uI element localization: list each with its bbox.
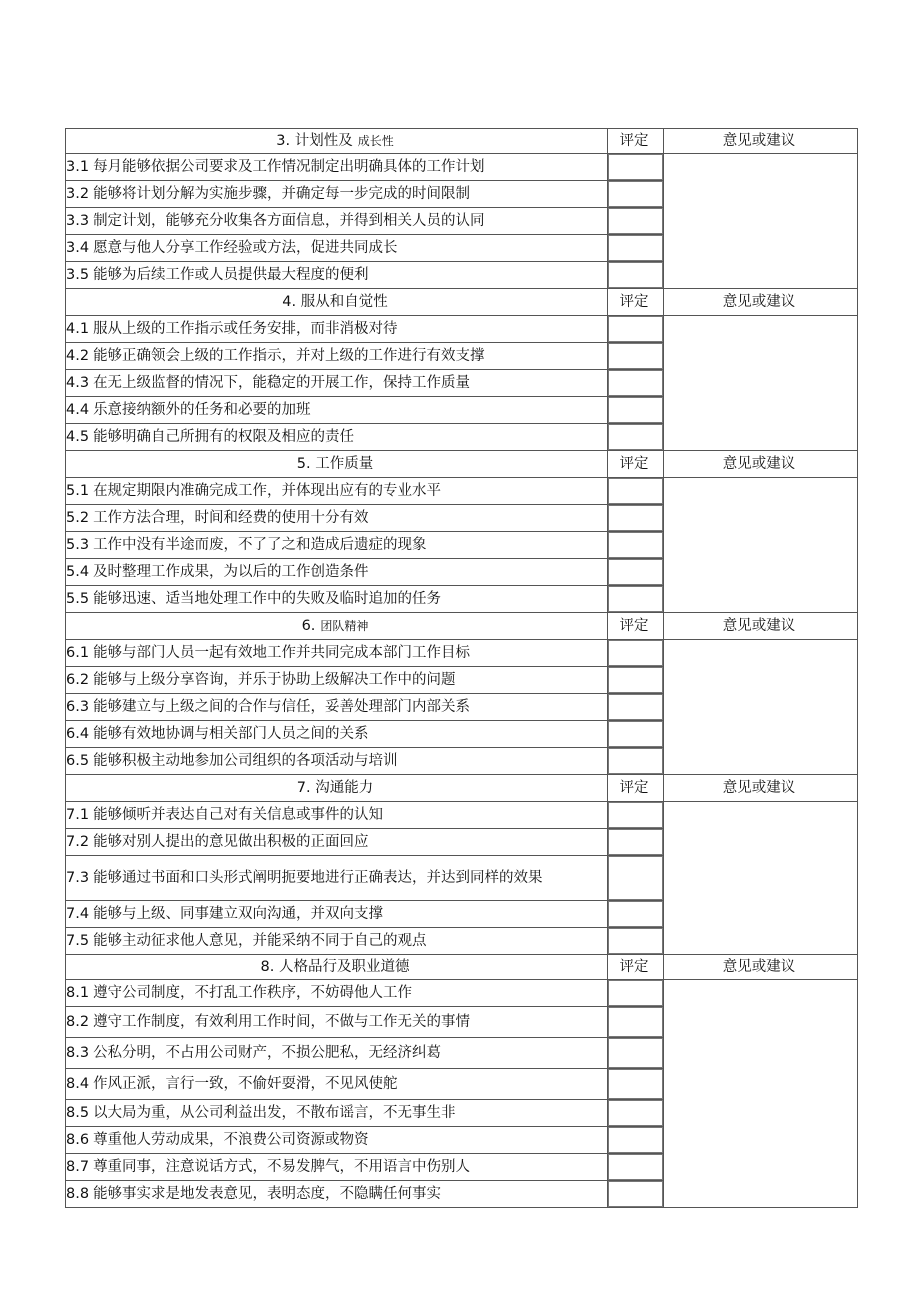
criteria-cell: [66, 235, 608, 262]
comment-column-header: 意见或建议: [664, 451, 858, 478]
criteria-number: 8.2: [66, 1013, 90, 1030]
rating-input-cell[interactable]: [608, 748, 664, 775]
criteria-text: 及时整理工作成果，为以后的工作创造条件: [93, 563, 369, 580]
criteria-cell: [66, 1038, 608, 1069]
comment-column-header: 意见或建议: [664, 129, 858, 154]
criteria-number: 8.6: [66, 1131, 90, 1148]
rating-input-cell[interactable]: [608, 667, 664, 694]
criteria-row: [66, 478, 858, 505]
criteria-text: 服从上级的工作指示或任务安排，而非消极对待: [93, 320, 398, 337]
section-header-row: [66, 451, 858, 478]
criteria-text: 能够明确自己所拥有的权限及相应的责任: [93, 428, 355, 445]
criteria-text: 以大局为重，从公司利益出发，不散布谣言，不无事生非: [93, 1104, 456, 1121]
criteria-number: 7.4: [66, 905, 90, 922]
criteria-cell: [66, 1154, 608, 1181]
comment-input-cell[interactable]: [664, 154, 858, 289]
criteria-text: 能够建立与上级之间的合作与信任，妥善处理部门内部关系: [93, 698, 471, 715]
criteria-cell: [66, 316, 608, 343]
criteria-text: 能够积极主动地参加公司组织的各项活动与培训: [93, 752, 398, 769]
criteria-number: 4.5: [66, 428, 90, 445]
criteria-cell: [66, 1069, 608, 1100]
criteria-cell: [66, 748, 608, 775]
criteria-cell: [66, 478, 608, 505]
rating-input-cell[interactable]: [608, 343, 664, 370]
criteria-cell: [66, 424, 608, 451]
section-title-main: 3. 计划性及: [276, 132, 353, 149]
rating-input-cell[interactable]: [608, 532, 664, 559]
section-title-main: 6.: [301, 617, 316, 634]
evaluation-table: [65, 128, 858, 1208]
rating-input-cell[interactable]: [608, 1181, 664, 1208]
rating-input-cell[interactable]: [608, 694, 664, 721]
criteria-text: 遵守工作制度，有效利用工作时间，不做与工作无关的事情: [93, 1013, 471, 1030]
criteria-number: 5.4: [66, 563, 90, 580]
rating-input-cell[interactable]: [608, 208, 664, 235]
section-title-main: 4. 服从和自觉性: [282, 293, 388, 310]
criteria-number: 8.1: [66, 984, 90, 1001]
section-title: [66, 613, 608, 640]
criteria-text: 每月能够依据公司要求及工作情况制定出明确具体的工作计划: [93, 158, 485, 175]
rating-input-cell[interactable]: [608, 154, 664, 181]
criteria-cell: [66, 640, 608, 667]
criteria-cell: [66, 901, 608, 928]
criteria-text: 乐意接纳额外的任务和必要的加班: [93, 401, 311, 418]
section-header-row: [66, 613, 858, 640]
criteria-number: 7.2: [66, 833, 90, 850]
criteria-cell: [66, 343, 608, 370]
criteria-number: 7.5: [66, 932, 90, 949]
criteria-text: 能够将计划分解为实施步骤，并确定每一步完成的时间限制: [93, 185, 471, 202]
criteria-row: [66, 154, 858, 181]
section-title-main: 5. 工作质量: [296, 455, 374, 472]
criteria-number: 4.3: [66, 374, 90, 391]
criteria-cell: [66, 1127, 608, 1154]
section-title-main: 7. 沟通能力: [296, 779, 374, 796]
criteria-row: [66, 640, 858, 667]
rating-input-cell[interactable]: [608, 1069, 664, 1100]
criteria-number: 4.1: [66, 320, 90, 337]
rating-column-header: 评定: [608, 955, 664, 980]
rating-input-cell[interactable]: [608, 478, 664, 505]
criteria-number: 6.5: [66, 752, 90, 769]
section-header-row: [66, 955, 858, 980]
criteria-cell: [66, 829, 608, 856]
criteria-number: 7.1: [66, 806, 90, 823]
rating-input-cell[interactable]: [608, 586, 664, 613]
rating-input-cell[interactable]: [608, 640, 664, 667]
criteria-text: 尊重他人劳动成果，不浪费公司资源或物资: [93, 1131, 369, 1148]
criteria-cell: [66, 559, 608, 586]
criteria-cell: [66, 505, 608, 532]
criteria-text: 能够与部门人员一起有效地工作并共同完成本部门工作目标: [93, 644, 471, 661]
criteria-cell: [66, 721, 608, 748]
criteria-cell: [66, 586, 608, 613]
comment-column-header: 意见或建议: [664, 613, 858, 640]
comment-input-cell[interactable]: [664, 980, 858, 1208]
criteria-row: [66, 316, 858, 343]
rating-input-cell[interactable]: [608, 856, 664, 901]
criteria-text: 能够对别人提出的意见做出积极的正面回应: [93, 833, 369, 850]
criteria-cell: [66, 1007, 608, 1038]
rating-input-cell[interactable]: [608, 181, 664, 208]
rating-input-cell[interactable]: [608, 928, 664, 955]
criteria-cell: [66, 262, 608, 289]
criteria-number: 8.7: [66, 1158, 90, 1175]
criteria-number: 3.1: [66, 158, 90, 175]
comment-input-cell[interactable]: [664, 802, 858, 955]
rating-input-cell[interactable]: [608, 1154, 664, 1181]
rating-input-cell[interactable]: [608, 370, 664, 397]
criteria-text: 能够与上级、同事建立双向沟通，并双向支撑: [93, 905, 384, 922]
criteria-cell: [66, 370, 608, 397]
criteria-number: 3.4: [66, 239, 90, 256]
criteria-number: 3.5: [66, 266, 90, 283]
criteria-number: 8.4: [66, 1075, 90, 1092]
rating-column-header: 评定: [608, 129, 664, 154]
criteria-cell: [66, 980, 608, 1007]
criteria-text: 作风正派，言行一致，不偷奸耍滑，不见风使舵: [93, 1075, 398, 1092]
section-title: [66, 451, 608, 478]
criteria-text: 能够迅速、适当地处理工作中的失败及临时追加的任务: [93, 590, 442, 607]
criteria-text: 制定计划，能够充分收集各方面信息，并得到相关人员的认同: [93, 212, 485, 229]
criteria-text: 在规定期限内准确完成工作，并体现出应有的专业水平: [93, 482, 442, 499]
criteria-row: [66, 802, 858, 829]
criteria-cell: [66, 1100, 608, 1127]
comment-input-cell[interactable]: [664, 478, 858, 613]
section-title: [66, 955, 608, 980]
section-title-suffix: 成长性: [357, 133, 394, 148]
criteria-number: 5.1: [66, 482, 90, 499]
criteria-text: 能够正确领会上级的工作指示，并对上级的工作进行有效支撑: [93, 347, 485, 364]
section-title: [66, 775, 608, 802]
section-header-row: [66, 289, 858, 316]
criteria-text: 工作方法合理，时间和经费的使用十分有效: [93, 509, 369, 526]
criteria-cell: [66, 181, 608, 208]
criteria-number: 5.3: [66, 536, 90, 553]
criteria-text: 遵守公司制度，不打乱工作秩序，不妨碍他人工作: [93, 984, 413, 1001]
criteria-text: 工作中没有半途而废，不了了之和造成后遗症的现象: [93, 536, 427, 553]
rating-input-cell[interactable]: [608, 235, 664, 262]
criteria-text: 能够有效地协调与相关部门人员之间的关系: [93, 725, 369, 742]
criteria-text: 能够倾听并表达自己对有关信息或事件的认知: [93, 806, 384, 823]
comment-input-cell[interactable]: [664, 316, 858, 451]
rating-column-header: 评定: [608, 451, 664, 478]
rating-column-header: 评定: [608, 775, 664, 802]
criteria-number: 8.8: [66, 1185, 90, 1202]
criteria-number: 6.2: [66, 671, 90, 688]
section-title-main: 8. 人格品行及职业道德: [260, 958, 410, 975]
criteria-number: 6.1: [66, 644, 90, 661]
section-title-suffix: 团队精神: [320, 618, 369, 633]
criteria-cell: [66, 154, 608, 181]
criteria-cell: [66, 1181, 608, 1208]
rating-input-cell[interactable]: [608, 721, 664, 748]
rating-input-cell[interactable]: [608, 316, 664, 343]
comment-input-cell[interactable]: [664, 640, 858, 775]
criteria-cell: [66, 928, 608, 955]
criteria-number: 4.2: [66, 347, 90, 364]
criteria-cell: [66, 802, 608, 829]
rating-column-header: 评定: [608, 289, 664, 316]
criteria-number: 8.3: [66, 1044, 90, 1061]
rating-input-cell[interactable]: [608, 505, 664, 532]
criteria-number: 5.5: [66, 590, 90, 607]
criteria-text: 尊重同事，注意说话方式，不易发脾气，不用语言中伤别人: [93, 1158, 471, 1175]
criteria-text: 能够与上级分享咨询，并乐于协助上级解决工作中的问题: [93, 671, 456, 688]
rating-input-cell[interactable]: [608, 397, 664, 424]
section-header-row: [66, 129, 858, 154]
rating-input-cell[interactable]: [608, 1007, 664, 1038]
section-title: [66, 289, 608, 316]
rating-input-cell[interactable]: [608, 829, 664, 856]
criteria-text: 能够为后续工作或人员提供最大程度的便利: [93, 266, 369, 283]
section-title: [66, 129, 608, 154]
criteria-number: 7.3: [66, 869, 90, 886]
rating-input-cell[interactable]: [608, 980, 664, 1007]
criteria-text: 能够通过书面和口头形式阐明扼要地进行正确表达，并达到同样的效果: [93, 869, 543, 886]
criteria-number: 8.5: [66, 1104, 90, 1121]
section-header-row: [66, 775, 858, 802]
criteria-cell: [66, 532, 608, 559]
rating-column-header: 评定: [608, 613, 664, 640]
rating-input-cell[interactable]: [608, 559, 664, 586]
criteria-row: [66, 980, 858, 1007]
criteria-cell: [66, 856, 608, 901]
criteria-text: 公私分明，不占用公司财产，不损公肥私，无经济纠葛: [93, 1044, 442, 1061]
criteria-number: 3.2: [66, 185, 90, 202]
criteria-cell: [66, 694, 608, 721]
comment-column-header: 意见或建议: [664, 955, 858, 980]
rating-input-cell[interactable]: [608, 1100, 664, 1127]
criteria-number: 3.3: [66, 212, 90, 229]
rating-input-cell[interactable]: [608, 901, 664, 928]
criteria-cell: [66, 397, 608, 424]
criteria-cell: [66, 667, 608, 694]
criteria-cell: [66, 208, 608, 235]
criteria-number: 4.4: [66, 401, 90, 418]
rating-input-cell[interactable]: [608, 262, 664, 289]
criteria-text: 能够主动征求他人意见，并能采纳不同于自己的观点: [93, 932, 427, 949]
rating-input-cell[interactable]: [608, 1127, 664, 1154]
criteria-number: 6.4: [66, 725, 90, 742]
criteria-text: 愿意与他人分享工作经验或方法，促进共同成长: [93, 239, 398, 256]
rating-input-cell[interactable]: [608, 424, 664, 451]
rating-input-cell[interactable]: [608, 1038, 664, 1069]
criteria-number: 5.2: [66, 509, 90, 526]
comment-column-header: 意见或建议: [664, 775, 858, 802]
comment-column-header: 意见或建议: [664, 289, 858, 316]
criteria-text: 在无上级监督的情况下，能稳定的开展工作，保持工作质量: [93, 374, 471, 391]
criteria-number: 6.3: [66, 698, 90, 715]
rating-input-cell[interactable]: [608, 802, 664, 829]
criteria-text: 能够事实求是地发表意见，表明态度，不隐瞒任何事实: [93, 1185, 442, 1202]
evaluation-table-body: [66, 129, 858, 1208]
